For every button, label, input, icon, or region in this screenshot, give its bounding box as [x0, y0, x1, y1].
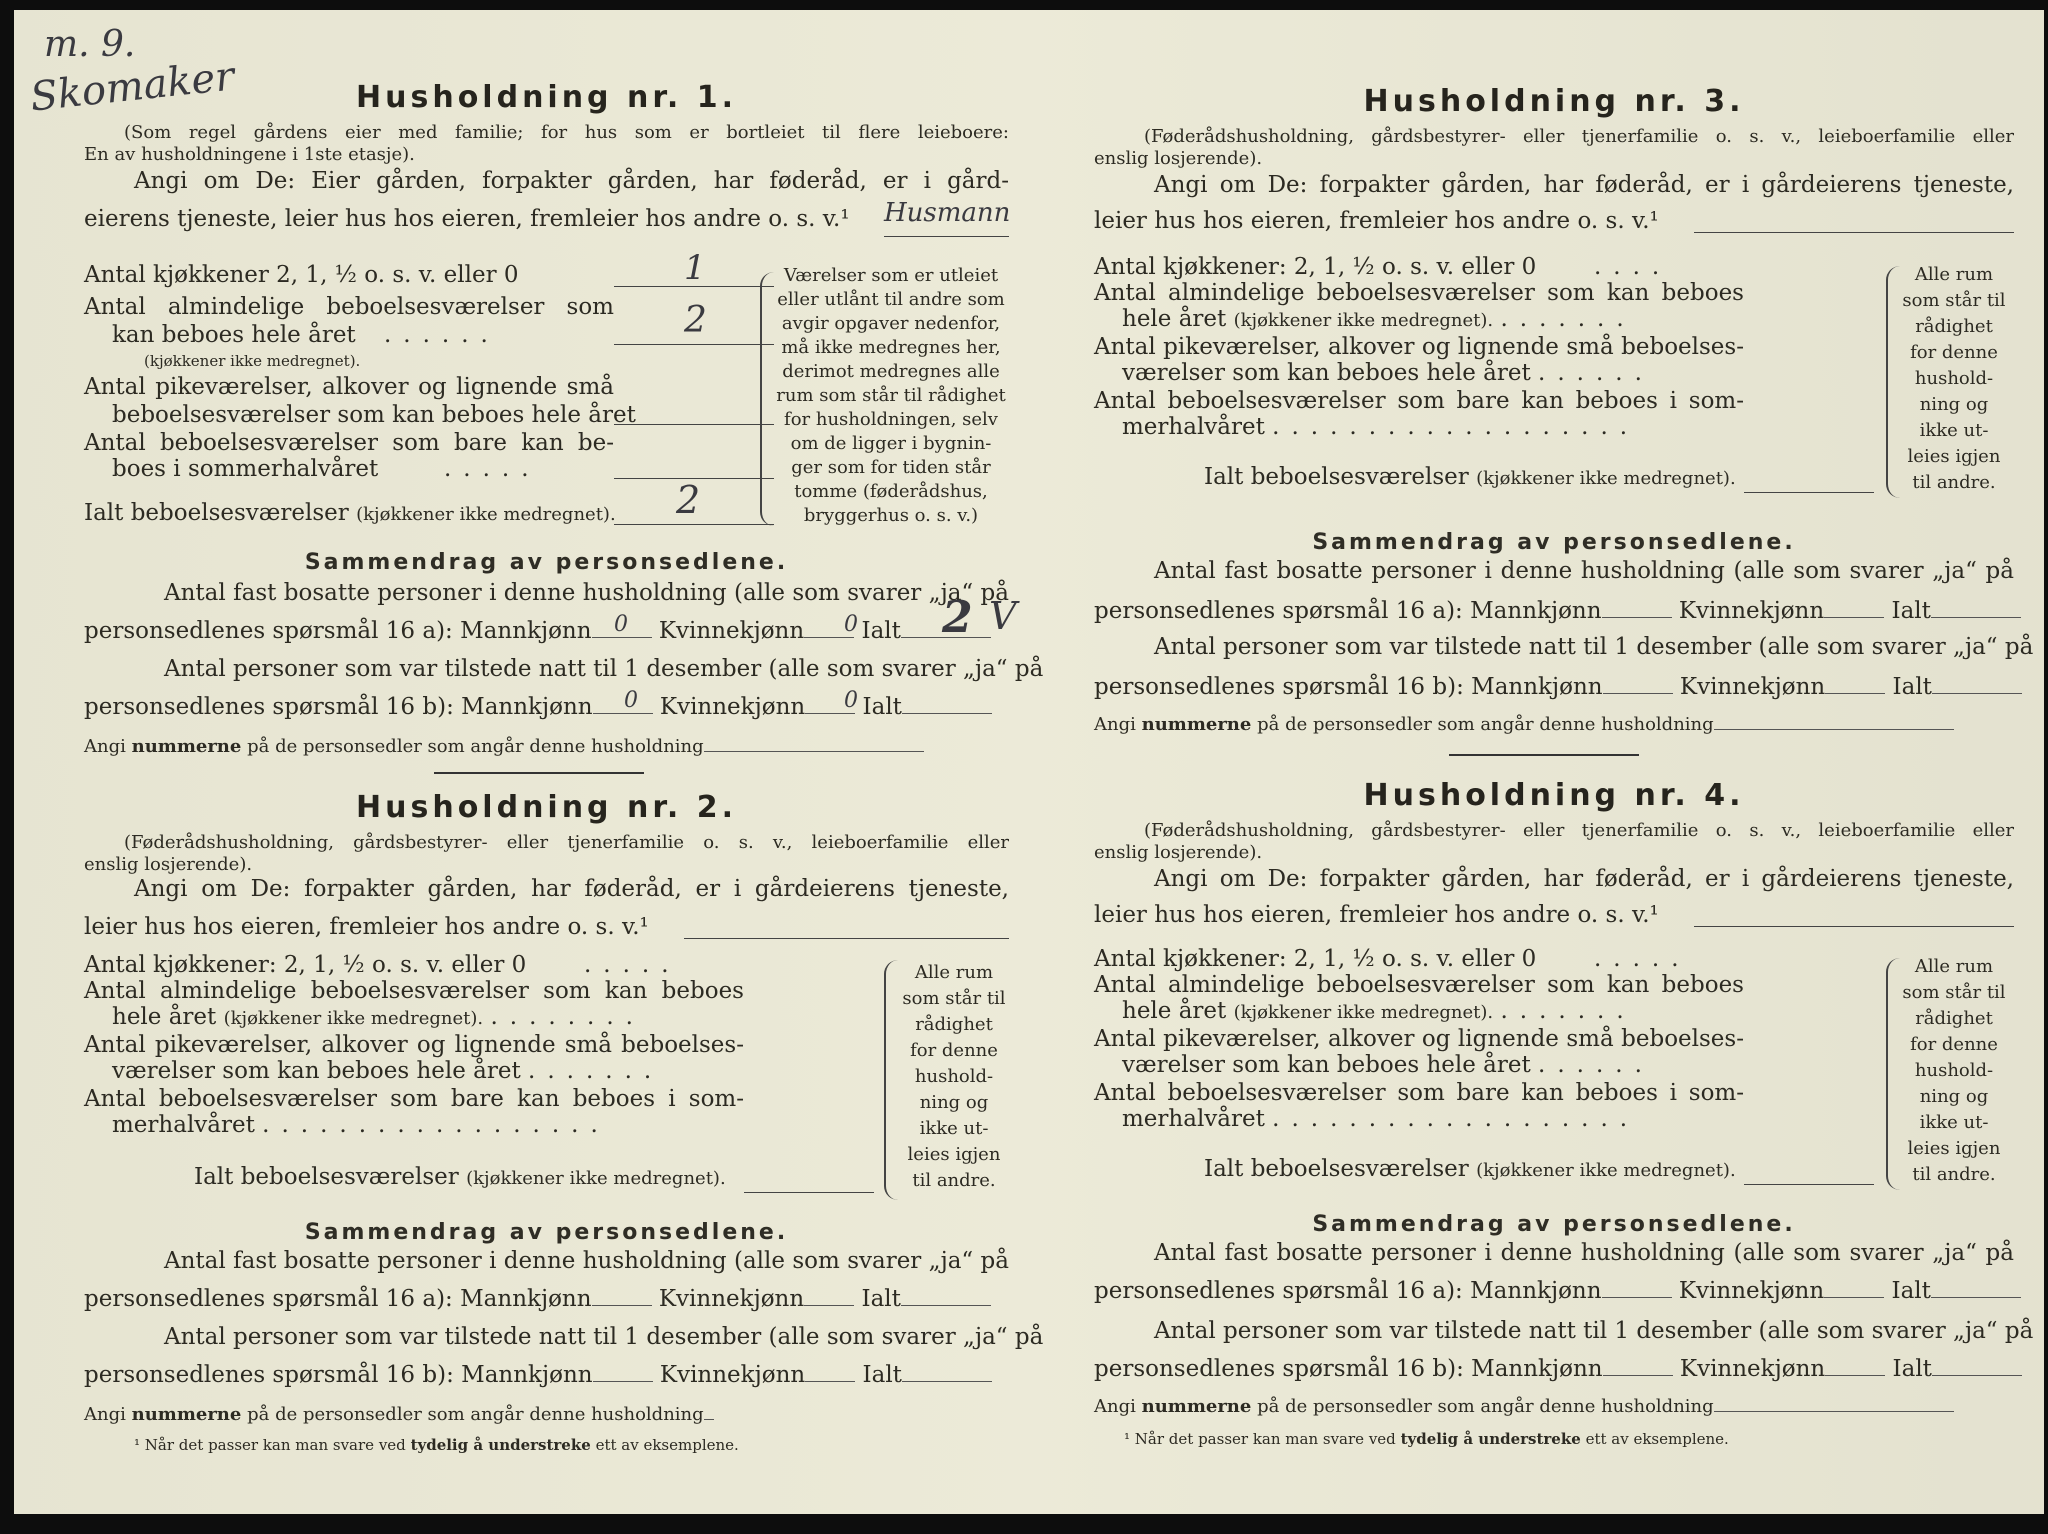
footnote-pre: Når det passer kan man svare ved [144, 1436, 406, 1454]
summary-fast-text: Antal fast bosatte personer i denne husholdning (alle som svarer „ja“ på [164, 580, 1009, 606]
note-line: for denne [910, 1040, 998, 1061]
right-page [1029, 10, 2044, 1514]
footnote-mark: ¹ [1124, 1430, 1131, 1448]
household-2-intro: (Føderådshusholdning, gårdsbestyrer- eller tjenerfamilie o. s. v., leieboerfamilie eller [124, 832, 1009, 853]
h2-rooms-row: hele året (kjøkkener ikke medregnet). ........ [112, 1004, 645, 1030]
h2-present-label: personsedlenes spørsmål 16 b): [84, 1362, 454, 1388]
rooms-dots: ...... [384, 322, 500, 348]
h3-rooms-label: Antal almindelige beboelsesværelser som kan beboes [1094, 280, 1744, 306]
household-4-side-note [1894, 954, 2014, 1188]
male-label: Mannkjønn [461, 1362, 593, 1388]
h3-maid-label: Antal pikeværelser, alkover og lignende små beboelses- [1094, 334, 1744, 360]
total-label: Ialt [1892, 674, 1932, 700]
h4-summary-fast-row [1094, 1278, 2021, 1304]
household-1-title: Husholdning nr. 1. [356, 80, 737, 115]
household-3-intro: (Føderådshusholdning, gårdsbestyrer- eller tjenerfamilie o. s. v., leieboerfamilie eller [1144, 126, 2014, 147]
h3-summary-fast-text: Antal fast bosatte personer i denne husholdning (alle som svarer „ja“ på [1154, 558, 2014, 584]
total-label: Ialt [1891, 1278, 1931, 1304]
h2-summary-fast-row [84, 1286, 991, 1312]
male-label: Mannkjønn [1470, 598, 1602, 624]
household-4-answer-line [1694, 926, 2014, 927]
household-3-intro-2: enslig losjerende). [1094, 148, 1263, 169]
h2-rooms-label-2: hele året [112, 1004, 217, 1030]
h3-present-label: personsedlenes spørsmål 16 b): [1094, 674, 1464, 700]
rooms-note: (kjøkkener ikke medregnet). [144, 352, 361, 370]
note-line: Alle rum [1914, 264, 1994, 285]
h4-total-row [1204, 1156, 1736, 1182]
rooms-label-2: kan beboes hele året [112, 322, 356, 348]
female-label: Kvinnekjønn [1678, 1278, 1825, 1304]
h2-kitchens-dots: ..... [584, 952, 681, 978]
note-line: hushold- [1914, 368, 1994, 389]
h2-summary-present-text: Antal personer som var tilstede natt til 1 desember (alle som svarer „ja“ på [164, 1324, 1044, 1350]
numbers-pre: Angi [84, 736, 126, 757]
h3-summer-label-2: merhalvåret [1122, 414, 1265, 440]
census-form-sheet [14, 10, 2044, 1514]
h4-fast-label: personsedlenes spørsmål 16 a): [1094, 1278, 1463, 1304]
total-label: Ialt [862, 694, 902, 720]
female-label: Kvinnekjønn [658, 618, 805, 644]
h4-summer-row: merhalvåret ................... [1122, 1106, 1640, 1132]
h3-summary-fast-row [1094, 598, 2021, 624]
h3-summer-label: Antal beboelsesværelser som bare kan beboes i som- [1094, 388, 1744, 414]
footnote-bold: tydelig å understreke [410, 1436, 591, 1454]
h2-total-row [194, 1164, 726, 1190]
note-line: Alle rum [1914, 956, 1994, 977]
h3-summary-present-row [1094, 674, 2022, 700]
total-label: Ialt [861, 1286, 901, 1312]
note-line: avgir opgaver nedenfor, [781, 313, 1001, 334]
h3-summary-title: Sammendrag av personsedlene. [1312, 530, 1796, 555]
note-line: rådighet [1915, 316, 1993, 337]
total-rooms-note: (kjøkkener ikke medregnet). [356, 504, 616, 525]
footnote [1124, 1430, 1729, 1448]
summary-present-label: personsedlenes spørsmål 16 b): [84, 694, 454, 720]
household-4-question-2: leier hus hos eieren, fremleier hos andre o. s. v.¹ [1094, 902, 1659, 928]
section-divider [434, 772, 644, 774]
h2-rooms-label: Antal almindelige beboelsesværelser som kan beboes [84, 978, 744, 1004]
household-2-intro-2: enslig losjerende). [84, 854, 253, 875]
h2-summer-label: Antal beboelsesværelser som bare kan beboes i som- [84, 1086, 744, 1112]
note-line: rådighet [915, 1014, 993, 1035]
numbers-post: på de personsedler som angår denne husholdning [247, 736, 704, 757]
note-line: Alle rum [914, 962, 994, 983]
female-label: Kvinnekjønn [659, 1362, 806, 1388]
note-line: til andre. [1912, 472, 1996, 493]
summary-present-text: Antal personer som var tilstede natt til 1 desember (alle som svarer „ja“ på [164, 656, 1044, 682]
note-line: leies igjen [1907, 1138, 2001, 1159]
h3-total-answer-line [1744, 492, 1874, 493]
h3-rooms-label-2: hele året [1122, 306, 1227, 332]
numbers-pre: Angi [84, 1404, 126, 1425]
note-line: ikke ut- [1919, 1112, 1989, 1133]
household-1-intro-2: En av husholdningene i 1ste etasje). [84, 144, 415, 165]
footnote-mark: ¹ [134, 1436, 141, 1454]
note-line: for husholdningen, selv [784, 409, 998, 430]
note-line: om de ligger i bygnin- [790, 433, 992, 454]
h2-total-note: (kjøkkener ikke medregnet). [466, 1168, 726, 1189]
note-line: ning og [919, 1092, 989, 1113]
h2-summer-row: merhalvåret .................. [112, 1112, 610, 1138]
male-label: Mannkjønn [1470, 1278, 1602, 1304]
h2-numbers-instruction [84, 1404, 714, 1425]
male-label: Mannkjønn [1471, 1356, 1603, 1382]
household-1-answer-line [884, 236, 1009, 237]
note-line: ning og [1919, 1086, 1989, 1107]
female-label: Kvinnekjønn [1679, 674, 1826, 700]
household-4-title: Husholdning nr. 4. [1363, 778, 1745, 813]
household-2-question-2: leier hus hos eieren, fremleier hos andre o. s. v.¹ [84, 914, 649, 940]
female-16b-handwritten: 0 [844, 688, 858, 713]
note-line: rådighet [1915, 1008, 1993, 1029]
h2-total-answer-line [744, 1192, 874, 1193]
h4-summary-title: Sammendrag av personsedlene. [1312, 1212, 1796, 1237]
household-3-question-2: leier hus hos eieren, fremleier hos andre o. s. v.¹ [1094, 208, 1659, 234]
h4-summer-label: Antal beboelsesværelser som bare kan beboes i som- [1094, 1080, 1744, 1106]
summary-fast-label: personsedlenes spørsmål 16 a): [84, 618, 453, 644]
note-line: ning og [1919, 394, 1989, 415]
h2-summary-title: Sammendrag av personsedlene. [304, 1220, 789, 1245]
left-page [14, 10, 1044, 1514]
total-rooms-label [84, 500, 616, 526]
h4-numbers-instruction [1094, 1396, 1954, 1417]
male-label: Mannkjønn [460, 618, 592, 644]
household-1-side-note [776, 264, 1006, 528]
h4-summary-present-text: Antal personer som var tilstede natt til 1 desember (alle som svarer „ja“ på [1154, 1318, 2034, 1344]
note-line: som står til [1902, 290, 2006, 311]
numbers-pre: Angi [1094, 714, 1136, 735]
female-label: Kvinnekjønn [1679, 1356, 1826, 1382]
h4-summer-label-2: merhalvåret [1122, 1106, 1265, 1132]
household-3-section [1094, 10, 2034, 750]
summer-rooms-label-2: boes i sommerhalvåret [112, 456, 379, 482]
h4-maid-label: Antal pikeværelser, alkover og lignende små beboelses- [1094, 1026, 1744, 1052]
male-label: Mannkjønn [461, 694, 593, 720]
note-line: rum som står til rådighet [776, 385, 1006, 406]
numbers-bold: nummerne [131, 1404, 242, 1425]
h2-summary-present-row [84, 1362, 992, 1388]
household-1-question: Angi om De: Eier gården, forpakter gården, har føderåd, er i gård- [134, 168, 1009, 194]
h3-summer-row: merhalvåret ................... [1122, 414, 1640, 440]
h4-maid-label-2: værelser som kan beboes hele året [1122, 1052, 1531, 1078]
h3-rooms-note: (kjøkkener ikke medregnet). [1233, 310, 1494, 331]
h4-maid-row: værelser som kan beboes hele året ...... [1122, 1052, 1654, 1078]
household-4-section [1094, 766, 2034, 1486]
h4-rooms-label-2: hele året [1122, 998, 1227, 1024]
h3-kitchens-dots: .... [1594, 254, 1672, 280]
male-label: Mannkjønn [1471, 674, 1603, 700]
note-line: som står til [902, 988, 1006, 1009]
note-line: ikke ut- [1919, 420, 1989, 441]
household-1-brace [760, 272, 774, 526]
footnote-pre: Når det passer kan man svare ved [1134, 1430, 1396, 1448]
household-1-question-2: eierens tjeneste, leier hus hos eieren, fremleier hos andre o. s. v.¹ [84, 206, 850, 232]
h4-kitchens-label: Antal kjøkkener: 2, 1, ½ o. s. v. eller 0 [1094, 946, 1537, 972]
household-4-intro-2: enslig losjerende). [1094, 842, 1263, 863]
note-line: hushold- [1914, 1060, 1994, 1081]
footnote-bold: tydelig å understreke [1400, 1430, 1581, 1448]
note-line: hushold- [914, 1066, 994, 1087]
footnote [134, 1436, 739, 1454]
check-mark-handwritten: V [989, 594, 1017, 638]
h4-rooms-label: Antal almindelige beboelsesværelser som kan beboes [1094, 972, 1744, 998]
h4-rooms-row: hele året (kjøkkener ikke medregnet). ....... [1122, 998, 1636, 1024]
total-label: Ialt [862, 1362, 902, 1388]
note-line: leies igjen [1907, 446, 2001, 467]
household-2-title: Husholdning nr. 2. [356, 790, 737, 825]
numbers-bold: nummerne [131, 736, 242, 757]
female-16a-handwritten: 0 [844, 612, 858, 637]
household-3-side-note [1894, 262, 2014, 496]
handwritten-margin-occupation: Skomaker [28, 53, 237, 121]
rooms-label: Antal almindelige beboelsesværelser som [84, 294, 614, 320]
h3-fast-label: personsedlenes spørsmål 16 a): [1094, 598, 1463, 624]
female-label: Kvinnekjønn [1678, 598, 1825, 624]
numbers-bold: nummerne [1141, 714, 1252, 735]
summer-dots: ..... [444, 456, 541, 482]
section-divider [1449, 754, 1639, 756]
h3-summary-present-text: Antal personer som var tilstede natt til 1 desember (alle som svarer „ja“ på [1154, 634, 2034, 660]
h3-maid-row: værelser som kan beboes hele året ...... [1122, 360, 1654, 386]
note-line: bryggerhus o. s. v.) [803, 505, 979, 526]
household-3-title: Husholdning nr. 3. [1363, 84, 1745, 119]
numbers-post: på de personsedler som angår denne husholdning [247, 1404, 704, 1425]
handwritten-margin-number: m. 9. [44, 24, 136, 65]
h3-rooms-row: hele året (kjøkkener ikke medregnet). ....... [1122, 306, 1636, 332]
household-2-question: Angi om De: forpakter gården, har føderåd, er i gårdeierens tjeneste, [134, 876, 1009, 902]
h2-maid-label: Antal pikeværelser, alkover og lignende små beboelses- [84, 1032, 744, 1058]
h4-rooms-note: (kjøkkener ikke medregnet). [1233, 1002, 1494, 1023]
h4-total-label: Ialt beboelsesværelser [1204, 1156, 1469, 1182]
h3-maid-label-2: værelser som kan beboes hele året [1122, 360, 1531, 386]
h2-fast-label: personsedlenes spørsmål 16 a): [84, 1286, 453, 1312]
h2-kitchens-label: Antal kjøkkener: 2, 1, ½ o. s. v. eller 0 [84, 952, 527, 978]
household-4-intro: (Føderådshusholdning, gårdsbestyrer- eller tjenerfamilie o. s. v., leieboerfamilie eller [1144, 820, 2014, 841]
rooms-answer-line [614, 344, 774, 345]
h3-kitchens-label: Antal kjøkkener: 2, 1, ½ o. s. v. eller 0 [1094, 254, 1537, 280]
h3-total-row [1204, 464, 1736, 490]
h3-total-label: Ialt beboelsesværelser [1204, 464, 1469, 490]
note-line: ger som for tiden står [791, 457, 991, 478]
footnote-post: ett av eksemplene. [595, 1436, 739, 1454]
h4-total-note: (kjøkkener ikke medregnet). [1476, 1160, 1736, 1181]
female-label: Kvinnekjønn [658, 1286, 805, 1312]
numbers-post: på de personsedler som angår denne husholdning [1257, 714, 1714, 735]
note-line: for denne [1910, 342, 1998, 363]
note-line: må ikke medregnes her, [781, 337, 1001, 358]
h4-summary-present-row [1094, 1356, 2022, 1382]
h4-present-label: personsedlenes spørsmål 16 b): [1094, 1356, 1464, 1382]
total-rooms-answer-line [614, 524, 774, 525]
note-line: ikke ut- [919, 1118, 989, 1139]
household-3-answer-line [1694, 232, 2014, 233]
numbers-bold: nummerne [1141, 1396, 1252, 1417]
household-2-answer-line [684, 938, 1009, 939]
kitchens-handwritten: 1 [684, 248, 706, 288]
maid-rooms-answer-line [614, 424, 774, 425]
h4-total-answer-line [1744, 1184, 1874, 1185]
note-line: eller utlånt til andre som [777, 289, 1005, 310]
maid-rooms-label-2: beboelsesværelser som kan beboes hele året [112, 402, 636, 428]
total-rooms-text: Ialt beboelsesværelser [84, 500, 349, 526]
h2-summer-label-2: merhalvåret [112, 1112, 255, 1138]
h4-kitchens-dots: ..... [1594, 946, 1691, 972]
male-16b-handwritten: 0 [624, 688, 638, 713]
total-16a-handwritten: 2 [942, 592, 973, 643]
note-line: Værelser som er utleiet [783, 265, 999, 286]
total-label: Ialt [1891, 598, 1931, 624]
note-line: til andre. [912, 1170, 996, 1191]
household-1-answer-handwritten: Husmann [884, 198, 1011, 228]
h2-maid-row: værelser som kan beboes hele året ....... [112, 1058, 664, 1084]
maid-rooms-label: Antal pikeværelser, alkover og lignende små [84, 374, 614, 400]
h4-summary-fast-text: Antal fast bosatte personer i denne husholdning (alle som svarer „ja“ på [1154, 1240, 2014, 1266]
h2-rooms-note: (kjøkkener ikke medregnet). [223, 1008, 484, 1029]
note-line: leies igjen [907, 1144, 1001, 1165]
kitchens-label: Antal kjøkkener 2, 1, ½ o. s. v. eller 0 [84, 262, 519, 288]
footnote-post: ett av eksemplene. [1585, 1430, 1729, 1448]
h3-numbers-instruction [1094, 714, 1954, 735]
note-line: tomme (føderådshus, [794, 481, 988, 502]
household-3-question: Angi om De: forpakter gården, har føderåd, er i gårdeierens tjeneste, [1154, 172, 2014, 198]
household-1-section [84, 10, 1044, 770]
household-4-question: Angi om De: forpakter gården, har føderåd, er i gårdeierens tjeneste, [1154, 866, 2014, 892]
note-line: for denne [1910, 1034, 1998, 1055]
numbers-pre: Angi [1094, 1396, 1136, 1417]
note-line: som står til [1902, 982, 2006, 1003]
h2-summary-fast-text: Antal fast bosatte personer i denne husholdning (alle som svarer „ja“ på [164, 1248, 1009, 1274]
total-label: Ialt [1892, 1356, 1932, 1382]
total-label: Ialt [861, 618, 901, 644]
household-1-intro: (Som regel gårdens eier med familie; for hus som er bortleiet til flere leieboere: [124, 122, 1009, 143]
female-label: Kvinnekjønn [659, 694, 806, 720]
total-rooms-handwritten: 2 [676, 478, 701, 522]
summary-title: Sammendrag av personsedlene. [304, 550, 789, 575]
note-line: til andre. [1912, 1164, 1996, 1185]
note-line: derimot medregnes alle [782, 361, 1000, 382]
male-label: Mannkjønn [460, 1286, 592, 1312]
summer-rooms-label: Antal beboelsesværelser som bare kan be- [84, 430, 614, 456]
male-16a-handwritten: 0 [614, 612, 628, 637]
numbers-post: på de personsedler som angår denne husholdning [1257, 1396, 1714, 1417]
numbers-instruction [84, 736, 924, 757]
h3-total-note: (kjøkkener ikke medregnet). [1476, 468, 1736, 489]
h2-maid-label-2: værelser som kan beboes hele året [112, 1058, 521, 1084]
rooms-handwritten: 2 [684, 300, 707, 341]
household-2-section [84, 780, 1044, 1480]
h2-total-label: Ialt beboelsesværelser [194, 1164, 459, 1190]
household-2-side-note [894, 960, 1014, 1194]
